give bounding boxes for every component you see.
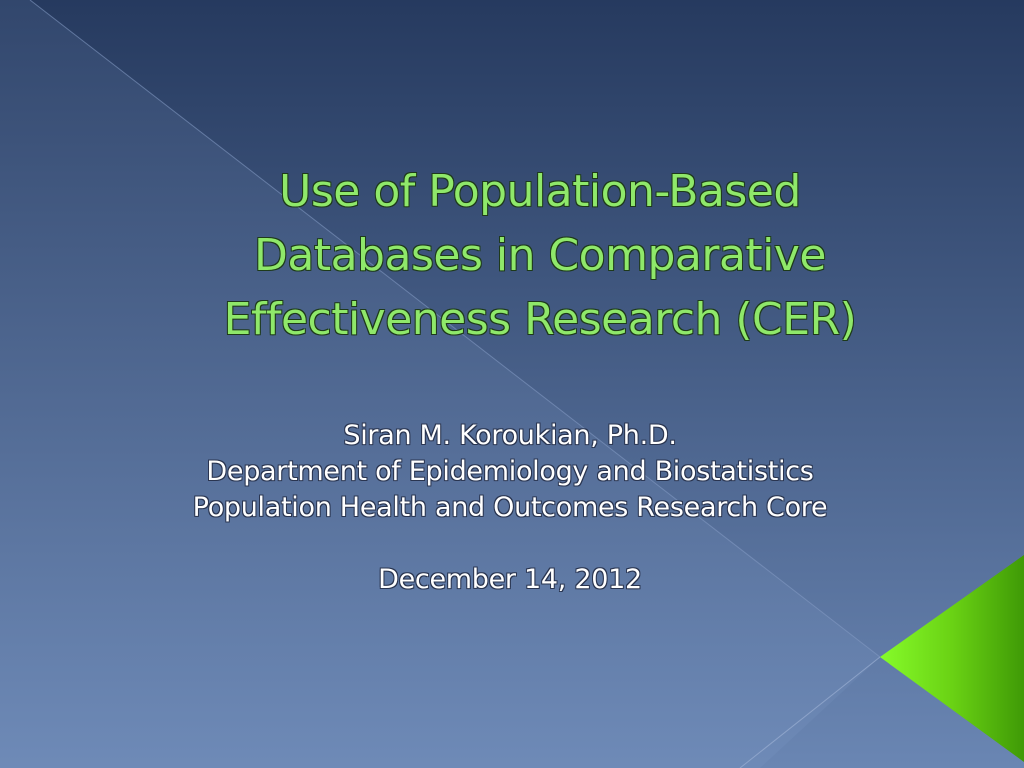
- presentation-date: December 14, 2012: [378, 564, 642, 595]
- department: Department of Epidemiology and Biostatistics: [206, 456, 814, 487]
- author-name: Siran M. Koroukian, Ph.D.: [343, 420, 677, 451]
- title-line: Use of Population-Based: [279, 166, 801, 217]
- slide-subtitle: [0, 418, 1020, 598]
- title-line: Effectiveness Research (CER): [223, 294, 857, 345]
- slide-title: [100, 160, 980, 352]
- research-core: Population Health and Outcomes Research Core: [192, 492, 828, 523]
- title-line: Databases in Comparative: [254, 230, 826, 281]
